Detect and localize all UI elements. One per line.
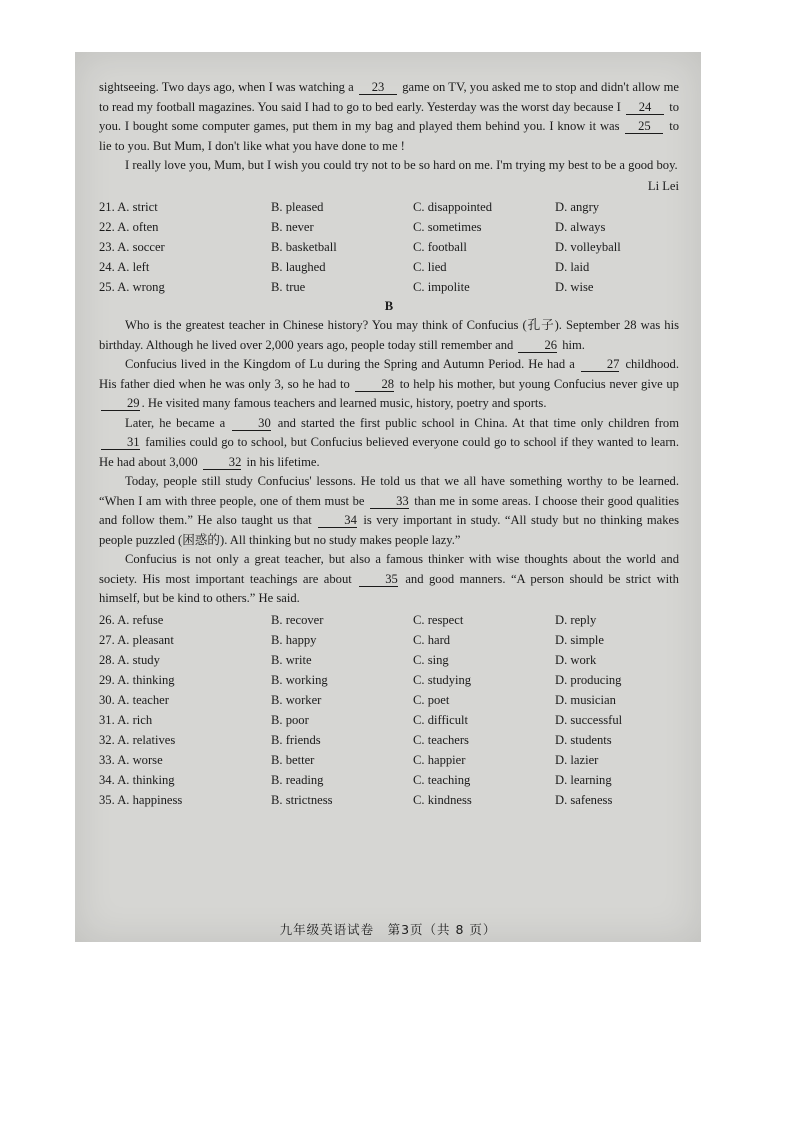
blank-35: 35 — [359, 572, 398, 587]
text: game on TV, you asked me to stop and didn't allow me to read my football magazines. You said I had to go to bed early. Yesterday was the worst day because I — [99, 80, 679, 114]
option-d: D. work — [555, 652, 597, 667]
option-c: C. difficult — [413, 712, 469, 727]
blank-27: 27 — [581, 357, 620, 372]
option-c: C. respect — [413, 612, 464, 627]
blank-25: 25 — [625, 119, 663, 134]
passage-b-paragraph — [99, 550, 679, 609]
option-a: 27. A. pleasant — [99, 632, 174, 647]
options-21-25 — [99, 197, 679, 297]
exam-page — [75, 52, 701, 942]
blank-33: 33 — [370, 494, 409, 509]
option-b: B. strictness — [271, 792, 333, 807]
option-a: 34. A. thinking — [99, 772, 175, 787]
blank-29: 29 — [101, 396, 140, 411]
option-b: B. poor — [271, 712, 309, 727]
text: childhood. His father died when he was only 3, so he had to — [99, 357, 679, 391]
option-b: B. working — [271, 672, 328, 687]
option-row — [99, 650, 679, 670]
text: to help his mother, but young Confucius never give up — [396, 376, 679, 391]
text: Confucius is not only a great teacher, but also a famous thinker with wise thoughts about the world and society. His most important teachings are about — [99, 552, 679, 586]
option-a: 32. A. relatives — [99, 732, 176, 747]
option-row — [99, 730, 679, 750]
passage-a-paragraph — [99, 78, 679, 156]
options-26-35 — [99, 610, 679, 810]
option-c: C. teaching — [413, 772, 471, 787]
option-c: C. happier — [413, 752, 466, 767]
option-row — [99, 670, 679, 690]
option-row — [99, 610, 679, 630]
page-content — [99, 78, 679, 810]
option-d: D. lazier — [555, 752, 599, 767]
option-d: D. volleyball — [555, 240, 621, 254]
passage-a-paragraph: I really love you, Mum, but I wish you could try not to be so hard on me. I'm trying my best to be a good boy. — [125, 158, 678, 172]
option-a: 21. A. strict — [99, 200, 158, 214]
option-a: 33. A. worse — [99, 752, 163, 767]
text: Later, he became a — [125, 415, 231, 430]
option-row — [99, 197, 679, 217]
passage-b-paragraph — [99, 472, 679, 550]
option-row — [99, 770, 679, 790]
option-b: B. worker — [271, 692, 322, 707]
option-b: B. write — [271, 652, 312, 667]
option-a: 25. A. wrong — [99, 280, 165, 294]
option-a: 26. A. refuse — [99, 612, 164, 627]
option-d: D. reply — [555, 612, 597, 627]
text: in his lifetime. — [243, 454, 320, 469]
text: Confucius lived in the Kingdom of Lu during the Spring and Autumn Period. He had a — [125, 357, 579, 371]
text: is very important in study. “All study but no thinking makes people puzzled (困惑的). All thinking but no study makes people lazy.” — [99, 513, 680, 547]
option-a: 28. A. study — [99, 652, 160, 667]
page-footer: 九年级英语试卷 第3页（共 8 页） — [279, 922, 497, 937]
text: to lie to you. But Mum, I don't like what you have done to me ! — [99, 119, 679, 153]
text: and good manners. “A person should be strict with himself, but be kind to others.” He said. — [99, 571, 679, 605]
text: Who is the greatest teacher in Chinese history? You may think of Confucius (孔子). September 28 was his birthday. Although he lived over 2,000 years ago, people today still remember and — [99, 318, 679, 352]
option-b: B. true — [271, 280, 306, 294]
blank-24: 24 — [626, 100, 664, 115]
option-d: D. musician — [555, 692, 616, 707]
option-c: C. football — [413, 240, 467, 254]
text: him. — [559, 337, 585, 352]
blank-32: 32 — [203, 455, 242, 470]
option-d: D. angry — [555, 200, 600, 214]
option-row — [99, 257, 679, 277]
text: and started the first public school in China. At that time only children from — [272, 415, 679, 430]
option-c: C. studying — [413, 672, 472, 687]
text: Today, people still study Confucius' lessons. He told us that we all have something worthy to be learned. “When I am with three people, one of them must be — [99, 474, 679, 508]
option-d: D. producing — [555, 672, 622, 687]
option-row — [99, 790, 679, 810]
option-c: C. poet — [413, 692, 450, 707]
option-b: B. recover — [271, 612, 324, 627]
option-a: 30. A. teacher — [99, 692, 169, 707]
blank-30: 30 — [232, 416, 271, 431]
text: to you. I bought some computer games, put them in my bag and played them behind you. I know it was — [99, 99, 679, 133]
option-row — [99, 710, 679, 730]
text: . He visited many famous teachers and learned music, history, poetry and sports. — [141, 396, 547, 410]
option-b: B. happy — [271, 632, 317, 647]
option-c: C. lied — [413, 260, 447, 274]
option-d: D. successful — [555, 712, 623, 727]
option-b: B. pleased — [271, 200, 324, 214]
option-b: B. better — [271, 752, 315, 767]
blank-26: 26 — [518, 338, 557, 353]
option-c: C. impolite — [413, 280, 470, 294]
option-d: D. safeness — [555, 792, 613, 807]
option-a: 22. A. often — [99, 220, 159, 234]
passage-b-paragraph — [99, 316, 679, 355]
blank-28: 28 — [355, 377, 394, 392]
passage-b-paragraph — [99, 355, 679, 414]
text: families could go to school, but Confucius believed everyone could go to school if they wanted to learn. He had about 3,000 — [99, 435, 679, 469]
option-a: 29. A. thinking — [99, 672, 175, 687]
option-a: 31. A. rich — [99, 712, 153, 727]
option-row — [99, 750, 679, 770]
option-row — [99, 690, 679, 710]
option-b: B. friends — [271, 732, 321, 747]
blank-31: 31 — [101, 435, 140, 450]
option-c: C. kindness — [413, 792, 472, 807]
option-row — [99, 630, 679, 650]
text: sightseeing. Two days ago, when I was watching a — [99, 80, 357, 94]
option-d: D. always — [555, 220, 606, 234]
option-b: B. reading — [271, 772, 324, 787]
option-c: C. hard — [413, 632, 451, 647]
text: than me in some areas. I choose their good qualities and follow them.” He also taught us that — [99, 493, 680, 527]
option-d: D. learning — [555, 772, 612, 787]
option-a: 35. A. happiness — [99, 792, 183, 807]
option-b: B. never — [271, 220, 314, 234]
signature: Li Lei — [647, 178, 679, 193]
option-d: D. simple — [555, 632, 604, 647]
option-c: C. sing — [413, 652, 449, 667]
blank-34: 34 — [318, 513, 357, 528]
option-d: D. wise — [555, 280, 594, 294]
option-c: C. disappointed — [413, 200, 493, 214]
option-row — [99, 237, 679, 257]
option-row — [99, 217, 679, 237]
option-a: 24. A. left — [99, 260, 150, 274]
option-d: D. students — [555, 732, 612, 747]
option-c: C. teachers — [413, 732, 469, 747]
option-b: B. basketball — [271, 240, 337, 254]
section-heading-b: B — [384, 299, 394, 313]
passage-b-paragraph — [99, 414, 679, 473]
option-c: C. sometimes — [413, 220, 482, 234]
blank-23: 23 — [359, 80, 397, 95]
option-row — [99, 277, 679, 297]
option-b: B. laughed — [271, 260, 326, 274]
option-d: D. laid — [555, 260, 590, 274]
option-a: 23. A. soccer — [99, 240, 165, 254]
